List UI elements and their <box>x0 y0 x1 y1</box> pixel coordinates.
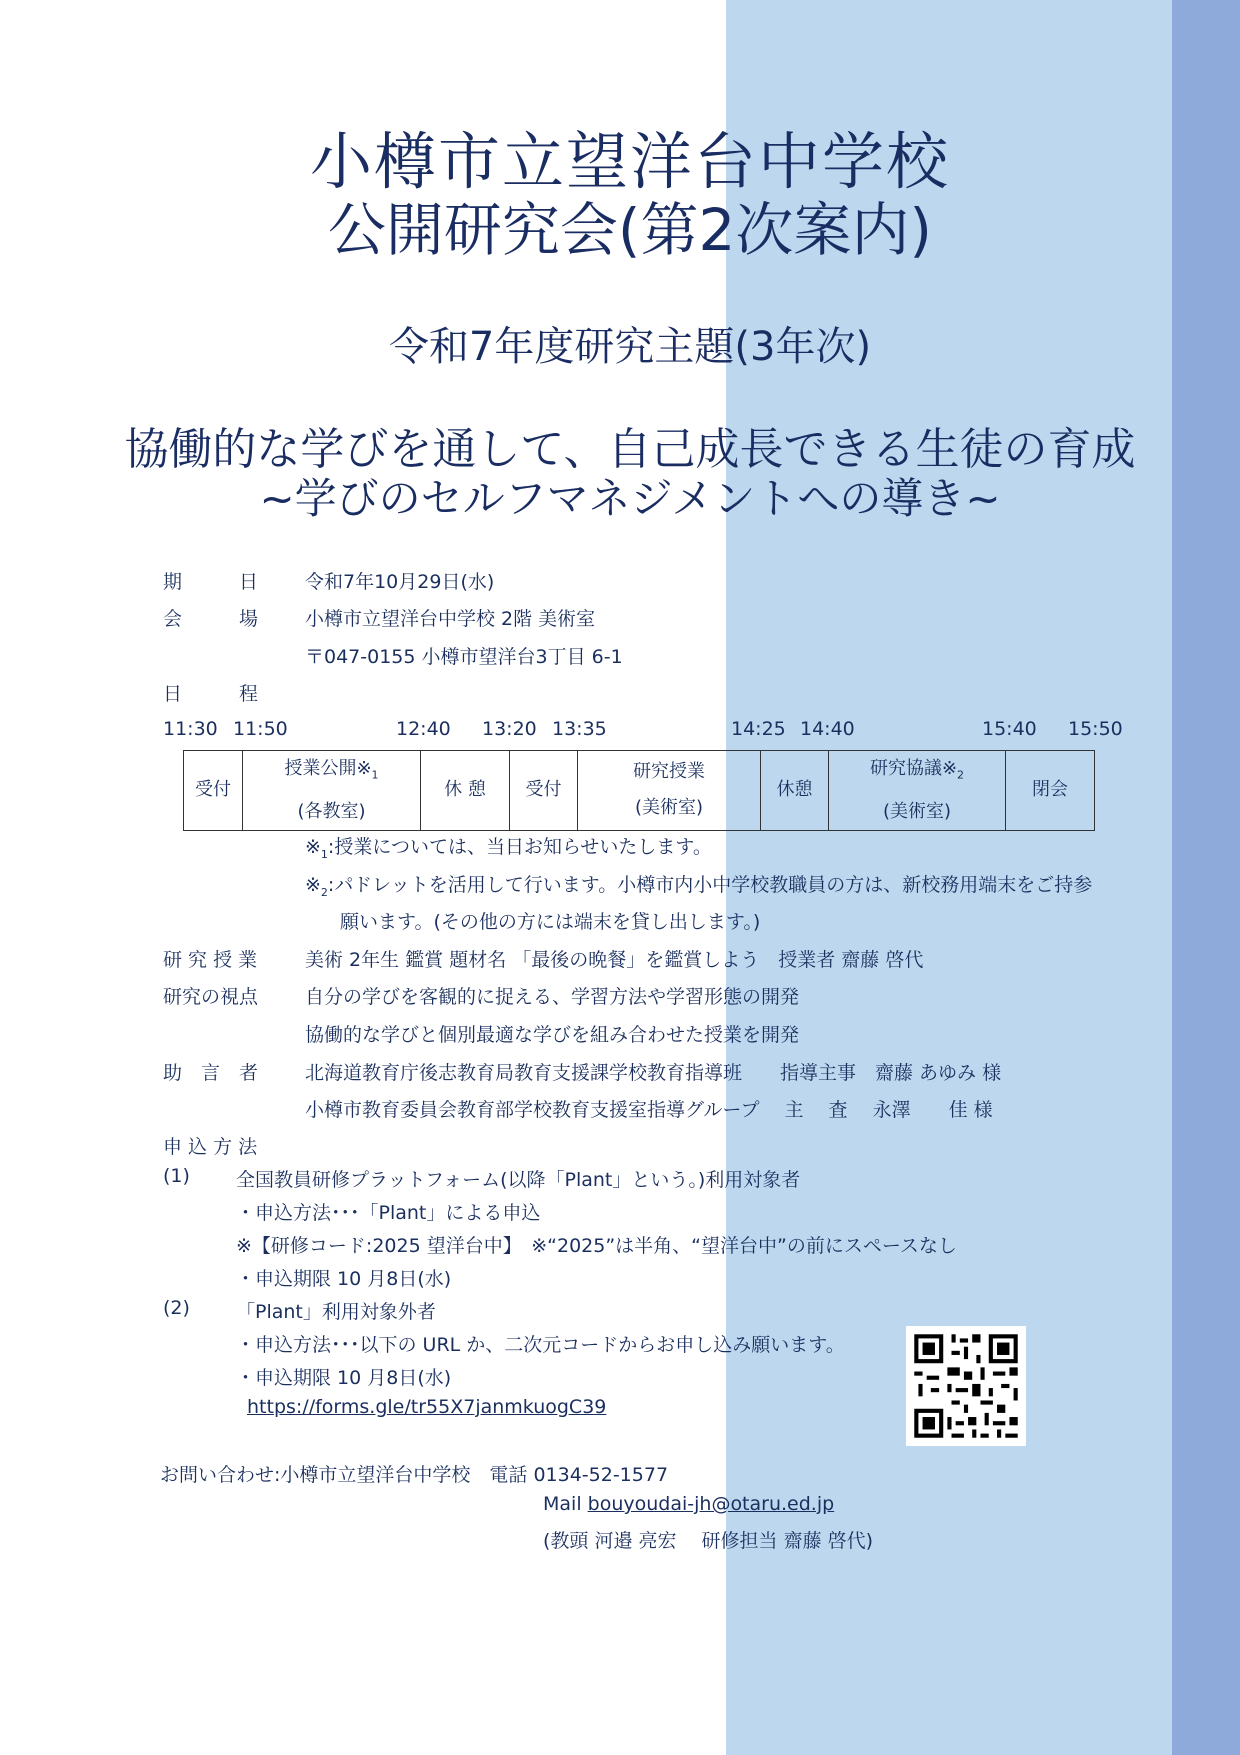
venue-label: 会 場 <box>163 608 259 630</box>
apply-method-1-deadline: ・申込期限 10 月8日(水) <box>236 1268 452 1290</box>
schedule-cell-break: 休 憩 <box>421 751 510 831</box>
apply-method-1-number: (1) <box>163 1165 190 1187</box>
schedule-label: 日 程 <box>163 683 259 705</box>
time-label: 14:25 <box>731 718 786 740</box>
time-label: 11:30 <box>163 718 218 740</box>
time-label: 15:50 <box>1068 718 1123 740</box>
apply-method-2-number: (2) <box>163 1297 190 1319</box>
apply-method-1-title: 全国教員研修プラットフォーム(以降「Plant」という。)利用対象者 <box>236 1169 801 1191</box>
schedule-cell-reception: 受付 <box>184 751 243 831</box>
schedule-table <box>183 750 1095 831</box>
viewpoint-label: 研究の視点 <box>163 986 259 1008</box>
qr-code-image[interactable] <box>906 1326 1026 1446</box>
schedule-cell-open-class: 授業公開$※_1$ (各教室) <box>243 751 421 831</box>
theme-main: 協働的な学びを通して、自己成長できる生徒の育成 <box>124 424 1136 475</box>
apply-method-2-title: 「Plant」利用対象外者 <box>236 1301 436 1323</box>
advisor-item: 北海道教育庁後志教育局教育支援課学校教育指導班 指導主事 齋藤 あゆみ 様 <box>305 1062 1002 1084</box>
time-label: 14:40 <box>800 718 855 740</box>
time-label: 13:35 <box>552 718 607 740</box>
event-title: 公開研究会(第2次案内) <box>327 196 933 264</box>
apply-label: 申 込 方 法 <box>163 1136 258 1158</box>
theme-sub: ~学びのセルフマネジメントへの導き~ <box>259 474 1001 523</box>
contact-staff: (教頭 河邉 亮宏 研修担当 齋藤 啓代) <box>543 1530 874 1552</box>
contact-line: お問い合わせ:小樽市立望洋台中学校 電話 0134-52-1577 <box>160 1464 669 1486</box>
date-value: 令和7年10月29日(水) <box>305 571 495 593</box>
schedule-row <box>184 751 1095 831</box>
theme-year: 令和7年度研究主題(3年次) <box>388 324 872 370</box>
venue-value: 小樽市立望洋台中学校 2階 美術室 <box>305 608 596 630</box>
qr-code-icon <box>906 1326 1026 1446</box>
schedule-cell-closing: 閉会 <box>1006 751 1095 831</box>
advisor-item: 小樽市教育委員会教育部学校教育支援室指導グループ 主 査 永澤 佳 様 <box>305 1099 993 1121</box>
lesson-value: 美術 2年生 鑑賞 題材名 「最後の晩餐」を鑑賞しよう 授業者 齋藤 啓代 <box>305 949 924 971</box>
lesson-label: 研 究 授 業 <box>163 949 258 971</box>
date-label: 期 日 <box>163 571 259 593</box>
schedule-cell-break: 休憩 <box>761 751 829 831</box>
schedule-note-2-cont: 願います。(その他の方には端末を貸し出します。) <box>340 911 761 933</box>
schedule-note-2: $※_2$:パドレットを活用して行います。小樽市内小中学校教職員の方は、新校務用端末をご持参 <box>305 874 1093 899</box>
venue-address: 〒047-0155 小樽市望洋台3丁目 6-1 <box>305 646 623 668</box>
viewpoint-item: 協働的な学びと個別最適な学びを組み合わせた授業を開発 <box>305 1024 800 1046</box>
schedule-cell-discussion: 研究協議$※_2$ (美術室) <box>829 751 1006 831</box>
viewpoint-item: 自分の学びを客観的に捉える、学習方法や学習形態の開発 <box>305 986 800 1008</box>
application-form-link[interactable]: https://forms.gle/tr55X7janmkuogC39 <box>247 1396 607 1418</box>
time-label: 11:50 <box>233 718 288 740</box>
contact-mail-link[interactable]: bouyoudai-jh@otaru.ed.jp <box>587 1493 835 1515</box>
apply-method-2-deadline: ・申込期限 10 月8日(水) <box>236 1367 452 1389</box>
school-title: 小樽市立望洋台中学校 <box>309 125 950 198</box>
apply-method-1-procedure: ・申込方法･･･「Plant」による申込 <box>236 1202 541 1224</box>
time-label: 15:40 <box>982 718 1037 740</box>
apply-method-1-code: ※【研修コード:2025 望洋台中】 ※“2025”は半角、“望洋台中”の前にスペースなし <box>236 1235 957 1257</box>
advisor-label: 助 言 者 <box>163 1062 259 1084</box>
time-label: 12:40 <box>396 718 451 740</box>
schedule-cell-research-class: 研究授業 (美術室) <box>578 751 761 831</box>
time-label: 13:20 <box>482 718 537 740</box>
contact-mail: Mail bouyoudai-jh@otaru.ed.jp <box>543 1493 835 1515</box>
schedule-cell-reception: 受付 <box>510 751 578 831</box>
schedule-note-1: $※_1$:授業については、当日お知らせいたします。 <box>305 836 712 861</box>
apply-method-2-procedure: ・申込方法･･･以下の URL か、二次元コードからお申し込み願います。 <box>236 1334 845 1356</box>
